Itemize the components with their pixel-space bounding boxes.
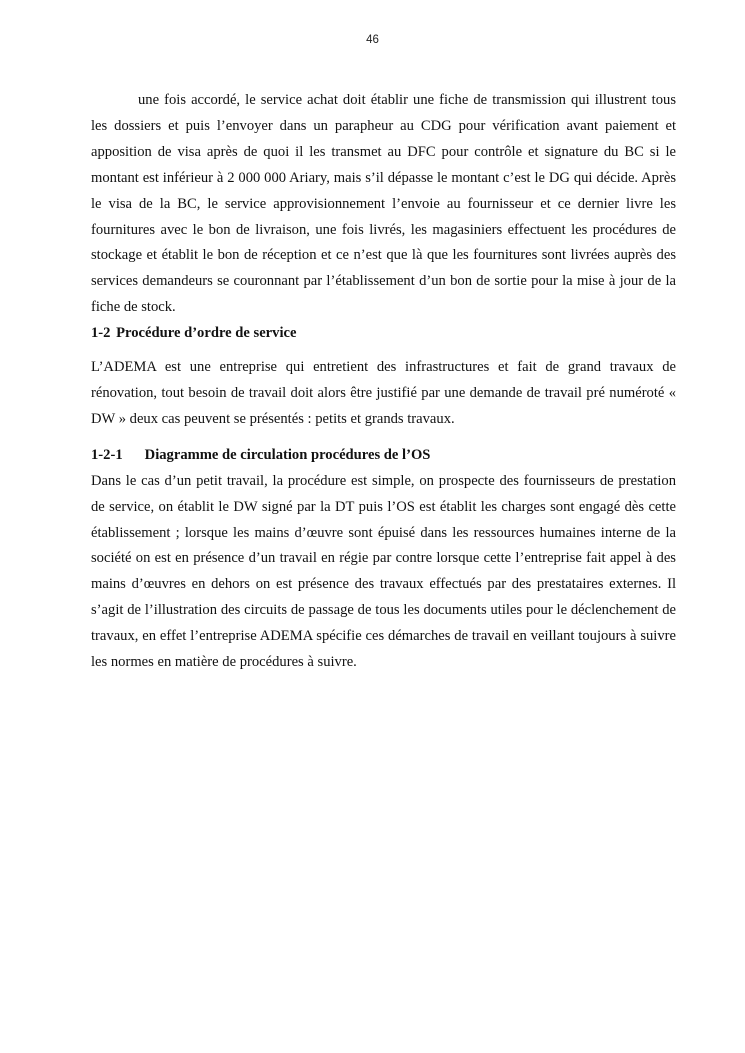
paragraph-purchase-procedure: une fois accordé, le service achat doit établir une fiche de transmission qui illustrent tous les dossiers et puis l’envoyer dans un parapheur au CDG pour vérification avant paiement et apposition de visa après de quoi il les transmet au DFC pour contrôle et signature du BC si le montant est inférieur à 2 000 000 Ariary, mais s’il dépasse le montant c’est le DG qui décide. Après le visa de la BC, le service approvisionnement l’envoie au fournisseur et ce dernier livre les fournitures avec le bon de livraison, une fois livrés, les magasiniers effectuent les procédures de stockage et établit le bon de réception et ce n’est que là que les fournitures sont livrées auprès des services demandeurs se couronnant par l’établissement d’un bon de sortie pour la mise à jour de la fiche de stock. [91, 92, 676, 316]
paragraph-small-works: Dans le cas d’un petit travail, la procédure est simple, on prospecte des fournisseurs de prestation de service, on établit le DW signé par la DT puis l’OS est établit les charges sont engagé dès cette établissement ; lorsque les mains d’œuvre sont épuisé dans les ressources humaines interne de la société on est en présence d’un travail en régie par contre lorsque cette l’entreprise fait appel à des mains d’œuvres en dehors on est présence des travaux effectués par des prestataires externes. Il s’agit de l’illustration des circuits de passage de tous les documents utiles pour le déclenchement de travaux, en effet l’entreprise ADEMA spécifie ces démarches de travail en veillant toujours à suivre les normes en matière de procédures à suivre. [91, 472, 676, 671]
section-title: Procédure d’ordre de service [116, 325, 297, 342]
subsection-number: 1-2-1 [91, 446, 123, 463]
paragraph-adema-intro: L’ADEMA est une entreprise qui entretient des infrastructures et fait de grand travaux de rénovation, tout besoin de travail doit alors être justifié par une demande de travail pré numéroté « DW » deux cas peuvent se présentés : petits et grands travaux. [91, 359, 676, 427]
document-body [91, 88, 676, 676]
subsection-heading-os-diagram [91, 443, 676, 469]
subsection-title: Diagramme de circulation procédures de l’OS [144, 446, 431, 463]
section-number: 1-2 [91, 325, 111, 342]
section-heading-service-order [91, 321, 676, 347]
page-number: 46 [366, 34, 379, 46]
